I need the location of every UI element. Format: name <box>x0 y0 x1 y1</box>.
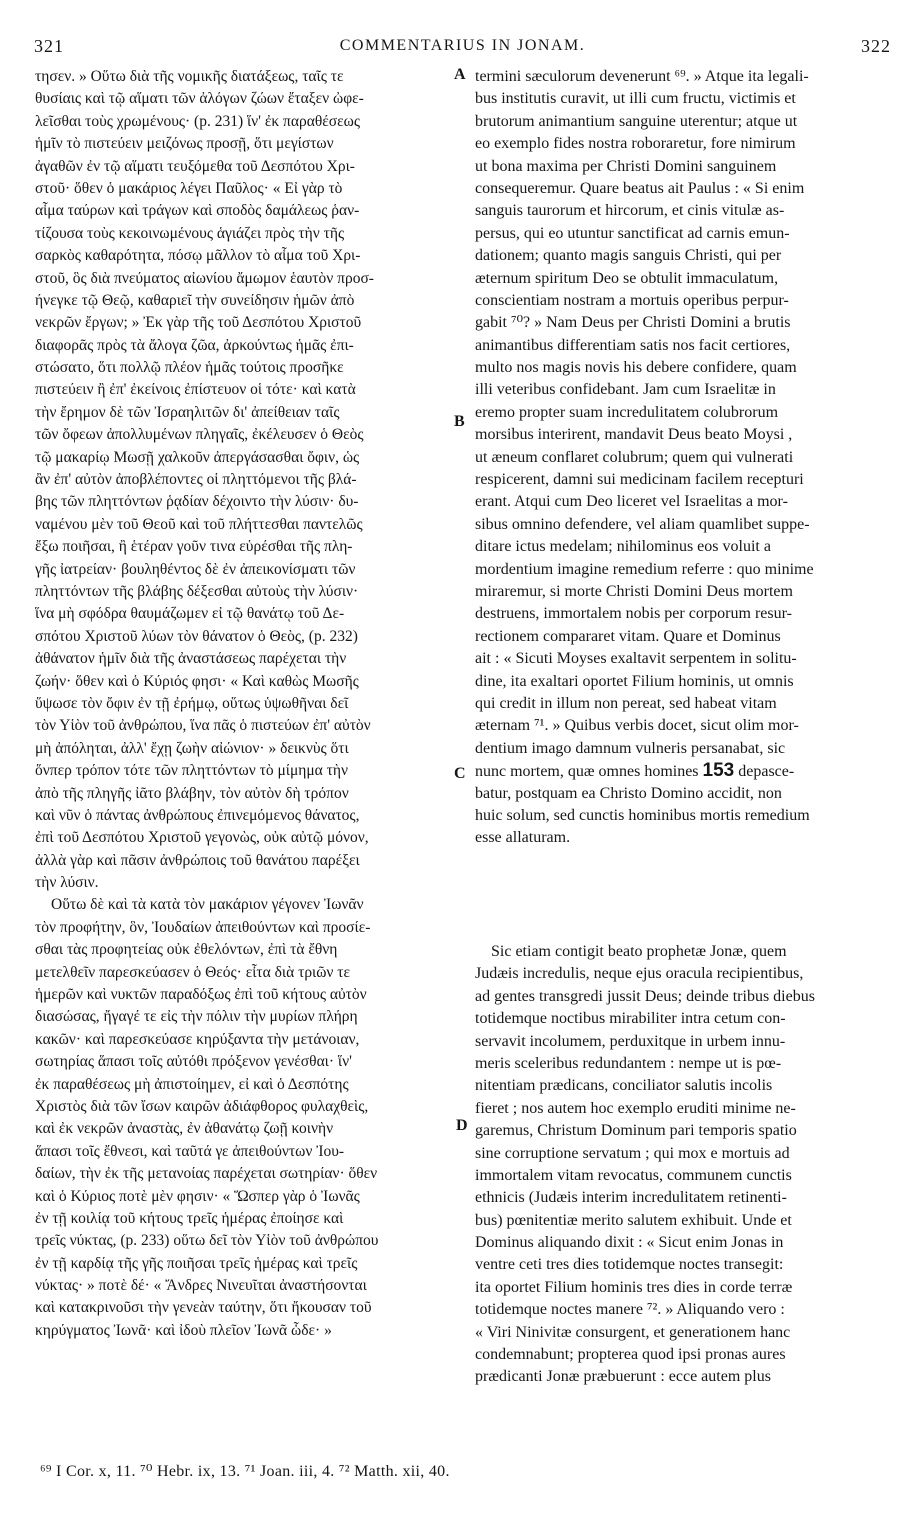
text-line: dentium imago damnum vulneris persanabat, sic <box>475 739 786 757</box>
text-line: destruens, immortalem nobis per corporum resur- <box>475 605 792 623</box>
text-line: Dominus aliquando dixit : « Sicut enim Jonas in <box>475 1234 784 1252</box>
text-line: sine corruptione servatum ; qui mox e mortuis ad <box>475 1144 790 1162</box>
text-line: σωτηρίας ἅπασι τοῖς αὐτόθι πρόξενον γενέσθαι· ἵν' <box>35 1053 352 1071</box>
text-line: sibus omnino defendere, vel aliam quamlibet suppe- <box>475 515 810 533</box>
text-line: διασώσας, ἤγαγέ τε εἰς τὴν πόλιν τὴν μυρίων πλήρη <box>35 1008 358 1026</box>
text-run: depasce- <box>734 763 795 781</box>
text-line: conscientiam nostram a mortuis operibus perpur- <box>475 291 789 309</box>
text-line: ut æneum conflaret colubrum; quem qui vulnerati <box>475 448 794 466</box>
text-line: ut bona maxima per Christi Domini sanguinem <box>475 157 777 175</box>
text-line: servavit incolumem, perduxitque in urbem innu- <box>475 1032 786 1050</box>
text-line: τῶν ὄφεων ἀπολλυμένων πληγαῖς, ἐκέλευσεν ὁ Θεὸς <box>35 426 364 444</box>
text-line: Sic etiam contigit beato prophetæ Jonæ, quem <box>491 943 787 960</box>
text-line: βης τῶν πληττόντων ῥᾳδίαν δέχοιντο τὴν λύσιν· δυ- <box>35 493 359 511</box>
text-line: νύκτας· » ποτὲ δέ· « Ἄνδρες Νινευῖται ἀναστήσονται <box>35 1277 367 1295</box>
text-line: Οὕτω δὲ καὶ τὰ κατὰ τὸν μακάριον γέγονεν Ἰωνᾶν <box>51 896 364 914</box>
page-header <box>34 36 891 58</box>
latin-paragraph-1 <box>475 66 890 760</box>
text-line: πληττόντων τῆς βλάβης δέξεσθαι αὐτοὺς τὴν λύσιν· <box>35 582 359 600</box>
text-line: erant. Atqui cum Deo liceret vel Israelitas a mor- <box>475 493 788 511</box>
text-line: totidemque noctes manere ⁷². » Aliquando vero : <box>475 1301 785 1319</box>
text-line: « Viri Ninivitæ consurgent, et generationem hanc <box>475 1323 791 1341</box>
text-line: ventre ceti tres dies totidemque noctes transegit: <box>475 1256 784 1274</box>
margin-mark-a: A <box>454 66 466 83</box>
text-line: Judæis incredulis, neque ejus oracula recipientibus, <box>475 965 804 983</box>
text-line: διαφορᾶς πρὸς τὰ ἄλογα ζῶα, ἀρκούντως ἡμᾶς ἐπι- <box>35 336 354 354</box>
text-line: γῆς ἰατρείαν· βουληθέντος δὲ ἐν ἀπεικονίσματι τῶν <box>35 560 356 578</box>
margin-mark-c: C <box>454 765 466 782</box>
text-line: μετελθεῖν παρεσκεύασεν ὁ Θεός· εἶτα διὰ τριῶν τε <box>35 963 351 981</box>
text-line: ἵνα μὴ σφόδρα θαυμάζωμεν εἰ τῷ θανάτῳ τοῦ Δε- <box>35 605 345 623</box>
text-line: τὸν Υἱὸν τοῦ ἀνθρώπου, ἵνα πᾶς ὁ πιστεύων ἐπ' αὐτὸν <box>35 717 371 735</box>
text-line: sanguis taurorum et hircorum, et cinis vitulæ as- <box>475 202 785 220</box>
latin-text-column-lower <box>475 941 890 1389</box>
margin-mark-d: D <box>456 1117 468 1134</box>
text-line: immortalem vitam revocatus, communem cunctis <box>475 1166 792 1184</box>
text-line: τὸν προφήτην, ὃν, Ἰουδαίων ἀπειθούντων καὶ προσίε- <box>35 918 371 936</box>
text-line: λεῖσθαι τοὺς χρωμένους· (p. 231) ἵν' ἐκ παραθέσεως <box>35 112 360 130</box>
text-line: ad gentes transgredi jussit Deus; deinde tribus diebus <box>475 987 815 1005</box>
text-line: αἷμα ταύρων καὶ τράγων καὶ σποδὸς δαμάλεως ῥαν- <box>35 202 360 220</box>
text-line: termini sæculorum devenerunt ⁶⁹. » Atque ita legali- <box>475 68 809 85</box>
text-line: qui credit in illum non pereat, sed habeat vitam <box>475 694 777 712</box>
text-line: κακῶν· καὶ παρεσκεύασε κηρύξαντα τὴν μετάνοιαν, <box>35 1030 360 1048</box>
text-line: τρεῖς νύκτας, (p. 233) οὕτω δεῖ τὸν Υἱὸν τοῦ ἀνθρώπου <box>35 1232 379 1250</box>
text-line: multo nos magis novis his debere confidere, quam <box>475 359 797 377</box>
page-number-right: 322 <box>861 36 891 56</box>
text-line-with-column-number <box>475 760 890 782</box>
text-line: Χριστὸς διὰ τῶν ἴσων καιρῶν ἀδιάφθορος φυλαχθεὶς, <box>35 1097 369 1115</box>
footnotes: ⁶⁹ I Cor. x, 11. ⁷⁰ Hebr. ix, 13. ⁷¹ Joan. iii, 4. ⁷² Matth. xii, 40. <box>40 1463 450 1480</box>
text-line: ὕψωσε τὸν ὄφιν ἐν τῇ ἐρήμῳ, οὕτως ὑψωθῆναι δεῖ <box>35 694 349 712</box>
text-line: ἂν ἐπ' αὐτὸν ἀποβλέποντες οἱ πληττόμενοι τῆς βλά- <box>35 471 357 489</box>
text-line: καὶ ἐκ νεκρῶν ἀναστὰς, ἐν ἀθανάτῳ ζωῇ κοινὴν <box>35 1120 334 1138</box>
text-line: ἐν τῇ καρδίᾳ τῆς γῆς ποιῆσαι τρεῖς ἡμέρας καὶ τρεῖς <box>35 1254 358 1272</box>
text-line: bus institutis curavit, ut illi cum fructu, victimis et <box>475 90 796 108</box>
text-line: κηρύγματος Ἰωνᾶ· καὶ ἰδοὺ πλεῖον Ἰωνᾶ ὧδε· » <box>35 1321 332 1339</box>
text-line: ὅνπερ τρόπον τότε τῶν πληττόντων τὸ μίμημα τὴν <box>35 762 349 780</box>
text-line: στώσατο, ὅτι πολλῷ πλέον ἡμᾶς τούτοις προσῆκε <box>35 359 344 377</box>
text-line: huic solum, sed cunctis hominibus mortis remedium <box>475 806 810 824</box>
text-line: batur, postquam ea Christo Domino accidit, non <box>475 784 782 802</box>
text-line: morsibus interirent, mandavit Deus beato Moysi , <box>475 426 793 444</box>
text-line: πιστεύειν ἢ ἐπ' ἐκείνοις ἐπίστευον οἱ τότε· καὶ κατὰ <box>35 381 356 399</box>
text-line: nitentiam prædicans, conciliator salutis incolis <box>475 1077 773 1095</box>
text-line: garemus, Christum Dominum pari temporis spatio <box>475 1122 797 1140</box>
text-line: ἡμῖν τὸ πιστεύειν μειζόνως προσῇ, ὅτι μεγίστων <box>35 135 334 153</box>
text-line: condemnabunt; propterea quod ipsi pronas aures <box>475 1346 786 1364</box>
text-line: τησεν. » Οὕτω διὰ τῆς νομικῆς διατάξεως, ταῖς τε <box>35 68 344 85</box>
text-line: ἐκ παραθέσεως μὴ ἀπιστοίημεν, εἰ καὶ ὁ Δεσπότης <box>35 1075 349 1093</box>
text-line: dine, ita exaltari oportet Filium hominis, ut omnis <box>475 672 794 690</box>
page-number-left: 321 <box>34 36 64 56</box>
text-line: ἀπὸ τῆς πληγῆς ἰᾶτο βλάβην, τὸν αὐτὸν δὴ τρόπον <box>35 784 349 802</box>
greek-text-column <box>35 66 461 1342</box>
text-line: στοῦ, ὃς διὰ πνεύματος αἰωνίου ἄμωμον ἑαυτὸν προσ- <box>35 269 374 287</box>
text-line: ἐπὶ τοῦ Δεσπότου Χριστοῦ γεγονὼς, οὐκ αὐτῷ μόνον, <box>35 829 369 847</box>
column-number: 153 <box>702 760 735 782</box>
text-line: καὶ νῦν ὁ πάντας ἀνθρώπους ἐπινεμόμενος θάνατος, <box>35 806 360 824</box>
text-line: τὴν ἔρημον δὲ τῶν Ἰσραηλιτῶν δι' ἀπείθειαν ταῖς <box>35 403 340 421</box>
text-line: animantibus differentiam satis nos facit certiores, <box>475 336 791 354</box>
text-line: ἡμερῶν καὶ νυκτῶν παραδόξως ἐπὶ τοῦ κήτους αὐτὸν <box>35 986 367 1004</box>
text-line: brutorum animantium sanguine uterentur; atque ut <box>475 112 798 130</box>
text-line: ἀγαθῶν ἐν τῷ αἵματι τευξόμεθα τοῦ Δεσπότου Χρι- <box>35 157 355 175</box>
text-run: nunc mortem, quæ omnes homines <box>475 763 703 781</box>
latin-paragraph-1-end <box>475 783 890 850</box>
text-line: τὴν λύσιν. <box>35 874 99 892</box>
text-line: ait : « Sicuti Moyses exaltavit serpentem in solitu- <box>475 650 797 668</box>
text-line: σαρκὸς καθαρότητα, πόσῳ μᾶλλον τὸ αἷμα τοῦ Χρι- <box>35 247 361 265</box>
text-line: τίζουσα τοὺς κεκοινωμένους ἁγιάζει πρὸς τὴν τῆς <box>35 224 345 242</box>
text-line: totidemque noctibus mirabiliter intra cetum con- <box>475 1010 786 1028</box>
text-line: ethnicis (Judæis interim incredulitatem retinenti- <box>475 1189 787 1207</box>
margin-mark-b: B <box>454 413 465 430</box>
text-line: στοῦ· ὅθεν ὁ μακάριος λέγει Παῦλος· « Εἰ γὰρ τὸ <box>35 179 343 197</box>
text-line: σπότου Χριστοῦ λύων τὸν θάνατον ὁ Θεὸς, (p. 232) <box>35 627 358 645</box>
text-line: æternum spiritum Deo se obtulit immaculatum, <box>475 269 779 287</box>
text-line: persus, qui eo utuntur sanctificat ad carnis emun- <box>475 224 790 242</box>
text-line: ἀθάνατον ἡμῖν διὰ τῆς ἀναστάσεως παρέχεται τὴν <box>35 650 347 668</box>
latin-text-column-upper <box>475 66 890 850</box>
text-line: νεκρῶν ἔργων; » Ἐκ γὰρ τῆς τοῦ Δεσπότου Χριστοῦ <box>35 314 362 332</box>
text-line: ditare ictus medelam; nihilominus eos voluit a <box>475 538 771 556</box>
text-line: ἐν τῇ κοιλίᾳ τοῦ κήτους τρεῖς ἡμέρας ἐποίησε καὶ <box>35 1209 344 1227</box>
text-line: ἅπασι τοῖς ἔθνεσι, καὶ ταῦτά γε ἀπειθούντων Ἰου- <box>35 1142 345 1160</box>
text-line: ita oportet Filium hominis tres dies in corde terræ <box>475 1278 793 1296</box>
text-line: μὴ ἀπόληται, ἀλλ' ἔχῃ ζωὴν αἰώνιον· » δεικνὺς ὅτι <box>35 739 349 757</box>
text-line: fieret ; nos autem hoc exemplo eruditi minime ne- <box>475 1099 796 1117</box>
text-line: σθαι τὰς προφητείας οὐκ ἐθελόντων, ἐπὶ τὰ ἔθνη <box>35 941 338 959</box>
text-line: meris sceleribus redundantem : nempe ut is pœ- <box>475 1054 782 1072</box>
text-line: eo exemplo fides nostra roboraretur, fore nimirum <box>475 135 796 153</box>
text-line: ζωήν· ὅθεν καὶ ὁ Κύριός φησι· « Καὶ καθὼς Μωσῆς <box>35 672 359 690</box>
text-line: miraremur, si morte Christi Domini Deus mortem <box>475 582 793 600</box>
text-line: ἀλλὰ γὰρ καὶ πᾶσιν ἀνθρώποις τοῦ θανάτου παρέξει <box>35 851 360 869</box>
text-line: illi veteribus confidebant. Jam cum Israelitæ in <box>475 381 776 399</box>
text-line: mordentium imagine remedium referre : quo minime <box>475 560 814 578</box>
text-line: ναμένου μὲν τοῦ Θεοῦ καὶ τοῦ πλήττεσθαι παντελῶς <box>35 515 363 533</box>
text-line: consequeremur. Quare beatus ait Paulus : « Si enim <box>475 179 805 197</box>
text-line: καὶ κατακρινοῦσι τὴν γενεὰν ταύτην, ὅτι ἤκουσαν τοῦ <box>35 1299 372 1317</box>
text-line: dationem; quanto magis sanguis Christi, qui per <box>475 247 782 265</box>
text-line: τῷ μακαρίῳ Μωσῇ χαλκοῦν ἀπεργάσασθαι ὄφιν, ὡς <box>35 448 360 466</box>
text-line: esse allaturam. <box>475 829 571 847</box>
text-line: respicerent, damni sui medicinam facilem recepturi <box>475 471 804 489</box>
text-line: gabit ⁷⁰? » Nam Deus per Christi Domini a brutis <box>475 314 791 332</box>
text-line: ήνεγκε τῷ Θεῷ, καθαριεῖ τὴν συνείδησιν ἡμῶν ἀπὸ <box>35 291 355 309</box>
running-title: COMMENTARIUS IN JONAM. <box>339 37 586 54</box>
text-line: δαίων, τὴν ἐκ τῆς μετανοίας παρέχεται σωτηρίαν· ὅθεν <box>35 1165 378 1183</box>
text-line: θυσίαις καὶ τῷ αἵματι τῶν ἀλόγων ζώων ἔταξεν ὠφε- <box>35 90 364 108</box>
text-line: bus) pœnitentiæ merito salutem exhibuit. Unde et <box>475 1211 792 1229</box>
text-line: rectionem compararet vitam. Quare et Dominus <box>475 627 781 645</box>
text-line: æternam ⁷¹. » Quibus verbis docet, sicut olim mor- <box>475 717 799 735</box>
text-line: prædicanti Jonæ præbuerunt : ecce autem plus <box>475 1368 771 1386</box>
text-line: καὶ ὁ Κύριος ποτὲ μὲν φησιν· « Ὥσπερ γὰρ ὁ Ἰωνᾶς <box>35 1187 360 1205</box>
text-line: eremo propter suam incredulitatem colubrorum <box>475 403 779 421</box>
text-line: ἔξω ποιῆσαι, ἢ ἑτέραν γοῦν τινα εὑρέσθαι τῆς πλη- <box>35 538 353 556</box>
